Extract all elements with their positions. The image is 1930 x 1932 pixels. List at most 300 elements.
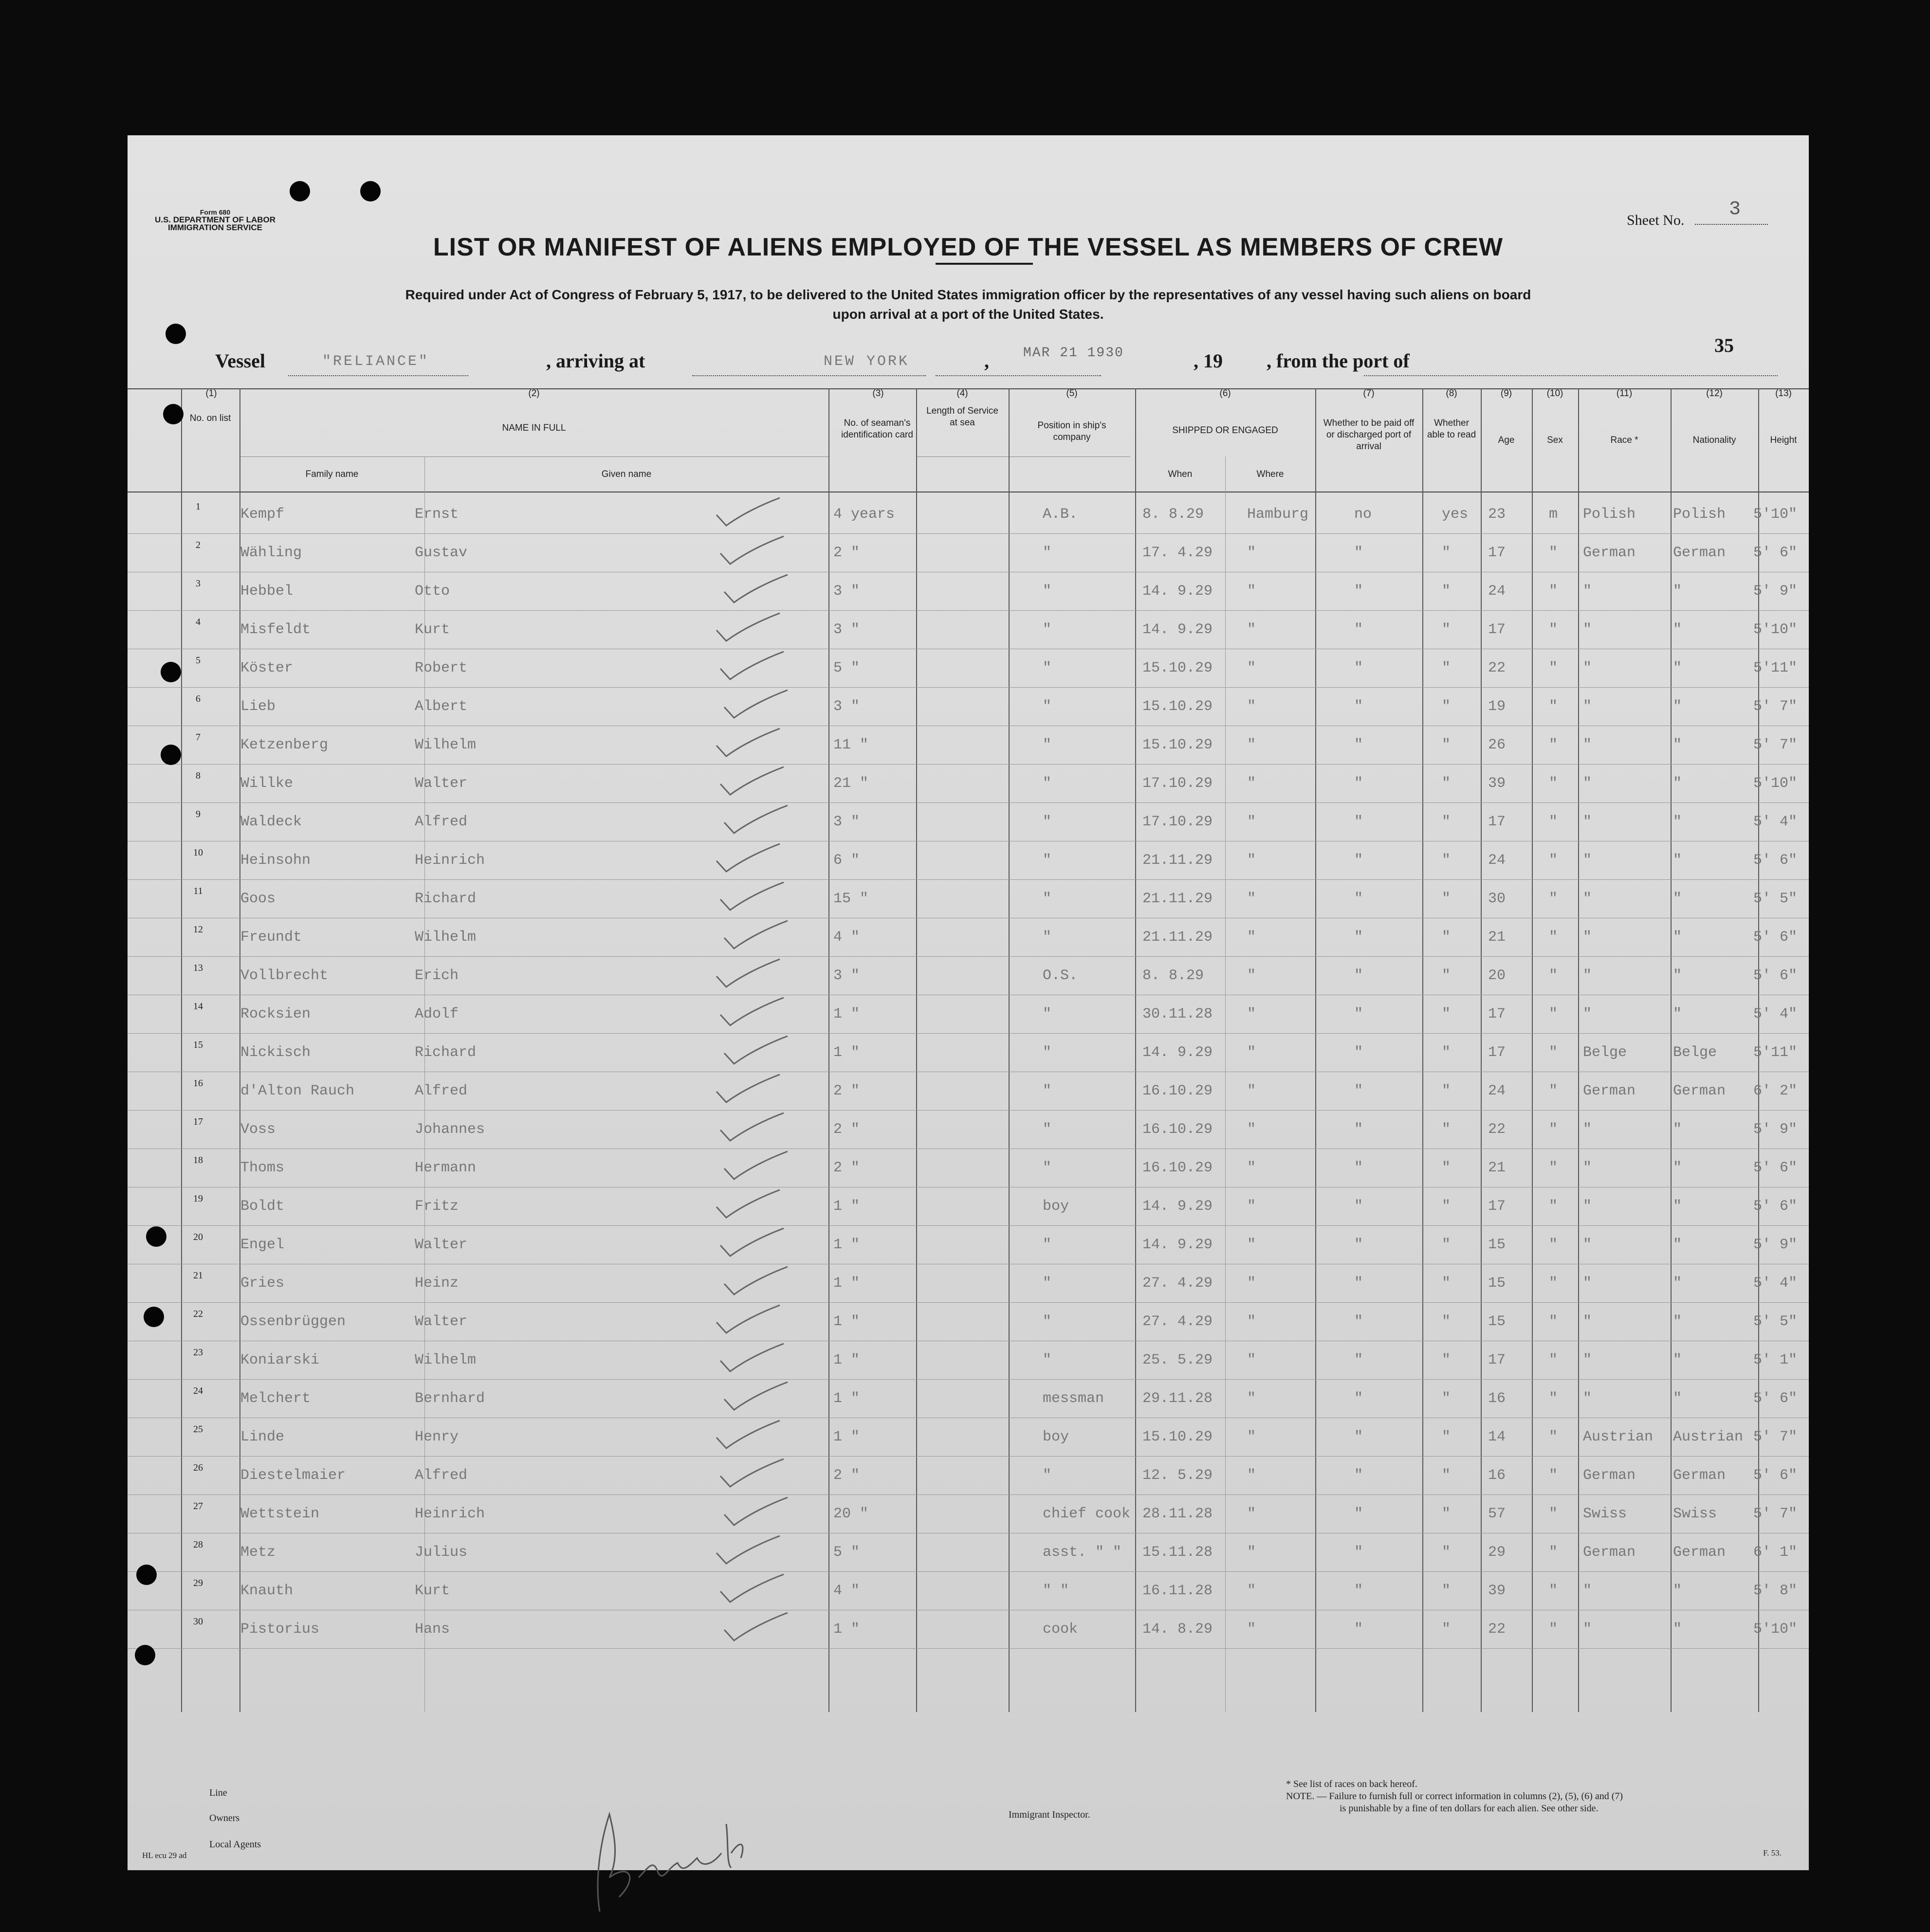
row-rule [128, 1648, 1809, 1649]
row-number: 15 [193, 1039, 203, 1050]
cell-nationality: " [1673, 1237, 1682, 1253]
cell-family: Melchert [240, 1390, 311, 1407]
cell-when: 16.10.29 [1142, 1083, 1213, 1099]
cell-service: 15 " [833, 891, 869, 907]
cell-where: " [1247, 1390, 1256, 1407]
cell-height: 5' 6" [1753, 1467, 1798, 1484]
cell-race: " [1583, 814, 1592, 830]
cell-service: 1 " [833, 1006, 860, 1022]
row-rule [128, 610, 1809, 611]
cell-nationality: " [1673, 1390, 1682, 1407]
cell-position: " " [1043, 1583, 1069, 1599]
check-mark-icon [719, 1264, 792, 1298]
cell-age: 23 [1488, 506, 1506, 523]
cell-height: 5' 4" [1753, 814, 1798, 830]
cell-race: " [1583, 1313, 1592, 1330]
cell-position: " [1043, 621, 1052, 638]
cell-service: 1 " [833, 1621, 860, 1638]
col6-header: SHIPPED OR ENGAGED [1172, 425, 1278, 436]
cell-read: " [1442, 737, 1451, 753]
cell-family: Boldt [240, 1198, 285, 1215]
check-mark-icon [719, 1034, 792, 1068]
cell-when: 17.10.29 [1142, 814, 1213, 830]
cell-age: 22 [1488, 1121, 1506, 1138]
col3-header: No. of seaman's identification card [841, 418, 913, 440]
col4-header: Length of Service at sea [926, 406, 998, 428]
cell-service: 2 " [833, 545, 860, 561]
col5-header: Position in ship's company [1037, 420, 1106, 442]
cell-where: " [1247, 891, 1256, 907]
cell-nationality: " [1673, 1006, 1682, 1022]
cell-age: 17 [1488, 1198, 1506, 1215]
punch-hole [163, 404, 184, 424]
given-name-header: Given name [601, 469, 652, 479]
row-number: 2 [196, 540, 201, 550]
cell-position: A.B. [1043, 506, 1078, 523]
cell-given: Hans [415, 1621, 450, 1638]
cell-where: " [1247, 698, 1256, 715]
cell-paid: " [1354, 1544, 1363, 1561]
cell-read: " [1442, 1313, 1451, 1330]
name-subheader-rule [239, 456, 828, 457]
cell-where: " [1247, 660, 1256, 676]
port-dotted-line [692, 375, 926, 376]
row-number: 23 [193, 1347, 203, 1358]
row-rule [128, 1033, 1809, 1034]
cell-nationality: " [1673, 1583, 1682, 1599]
cell-family: Engel [240, 1237, 285, 1253]
row-number: 16 [193, 1078, 203, 1089]
check-mark-icon [712, 1418, 785, 1452]
cell-position: " [1043, 775, 1052, 792]
cell-family: Ketzenberg [240, 737, 329, 753]
cell-when: 27. 4.29 [1142, 1313, 1213, 1330]
cell-nationality: " [1673, 775, 1682, 792]
cell-sex: " [1549, 583, 1558, 600]
vessel-name: "RELIANCE" [322, 353, 430, 370]
cell-race: " [1583, 1352, 1592, 1368]
check-mark-icon [712, 495, 785, 529]
cell-position: " [1043, 545, 1052, 561]
row-number: 30 [193, 1616, 203, 1627]
check-mark-icon [719, 572, 792, 606]
row-rule [128, 1225, 1809, 1226]
cell-nationality: " [1673, 1198, 1682, 1215]
cell-service: 3 " [833, 814, 860, 830]
cell-age: 26 [1488, 737, 1506, 753]
cell-paid: " [1354, 1352, 1363, 1368]
cell-height: 5'11" [1753, 660, 1798, 676]
cell-given: Wilhelm [415, 1352, 477, 1368]
cell-read: yes [1442, 506, 1469, 523]
date-dotted-line [936, 375, 1101, 376]
cell-read: " [1442, 1429, 1451, 1445]
cell-height: 5'10" [1753, 621, 1798, 638]
cell-race: " [1583, 967, 1592, 984]
cell-nationality: " [1673, 852, 1682, 869]
cell-sex: " [1549, 1160, 1558, 1176]
form-number: Form 680 [200, 208, 231, 216]
cell-family: d'Alton Rauch [240, 1083, 355, 1099]
cell-height: 5' 5" [1753, 1313, 1798, 1330]
cell-given: Fritz [415, 1198, 459, 1215]
cell-sex: " [1549, 621, 1558, 638]
column-rule [1135, 388, 1136, 1712]
row-number: 27 [193, 1501, 203, 1512]
cell-given: Richard [415, 891, 477, 907]
cell-position: " [1043, 583, 1052, 600]
from-port-dotted-line [1364, 375, 1778, 376]
check-mark-icon [719, 1380, 792, 1414]
cell-family: Koniarski [240, 1352, 320, 1368]
cell-race: " [1583, 1621, 1592, 1638]
shipped-when-header: When [1168, 469, 1193, 479]
col7-header: Whether to be paid off or discharged port of arrival [1323, 418, 1415, 452]
column-rule [1225, 456, 1226, 1712]
cell-height: 5'10" [1753, 775, 1798, 792]
punch-hole [146, 1226, 166, 1247]
cell-nationality: " [1673, 737, 1682, 753]
column-rule [1481, 388, 1482, 1712]
cell-paid: " [1354, 1237, 1363, 1253]
column-rule [828, 388, 829, 1712]
cell-position: " [1043, 737, 1052, 753]
row-number: 29 [193, 1578, 203, 1588]
cell-sex: " [1549, 1198, 1558, 1215]
cell-given: Johannes [415, 1121, 485, 1138]
cell-nationality: German [1673, 1467, 1726, 1484]
cell-family: Vollbrecht [240, 967, 329, 984]
cell-family: Knauth [240, 1583, 294, 1599]
cell-paid: " [1354, 891, 1363, 907]
cell-sex: " [1549, 1121, 1558, 1138]
check-mark-icon [712, 1187, 785, 1221]
cell-service: 3 " [833, 583, 860, 600]
shipped-where-header: Where [1256, 469, 1284, 479]
cell-height: 5'11" [1753, 1044, 1798, 1061]
cell-nationality: " [1673, 583, 1682, 600]
cell-height: 5' 9" [1753, 583, 1798, 600]
cell-paid: " [1354, 1044, 1363, 1061]
cell-age: 39 [1488, 775, 1506, 792]
cell-sex: " [1549, 1429, 1558, 1445]
cell-given: Heinrich [415, 852, 485, 869]
row-number: 10 [193, 847, 203, 858]
cell-height: 5' 6" [1753, 1390, 1798, 1407]
sheet-number-label: Sheet No. [1627, 212, 1685, 228]
cell-race: " [1583, 1198, 1592, 1215]
cell-nationality: " [1673, 814, 1682, 830]
cell-height: 5' 6" [1753, 967, 1798, 984]
cell-height: 5' 7" [1753, 698, 1798, 715]
cell-position: " [1043, 814, 1052, 830]
cell-position: " [1043, 1083, 1052, 1099]
column-rule [1578, 388, 1579, 1712]
printer-code: HL ecu 29 ad [142, 1851, 187, 1860]
cell-position: " [1043, 698, 1052, 715]
local-agents-label: Local Agents [209, 1839, 261, 1850]
cell-height: 6' 1" [1753, 1544, 1798, 1561]
cell-race: " [1583, 583, 1592, 600]
cell-service: 20 " [833, 1506, 869, 1522]
cell-sex: " [1549, 1313, 1558, 1330]
immigrant-inspector-label: Immigrant Inspector. [1009, 1809, 1090, 1820]
cell-read: " [1442, 660, 1451, 676]
check-mark-icon [716, 649, 789, 683]
cell-where: " [1247, 737, 1256, 753]
col10-header: Sex [1547, 435, 1563, 445]
cell-service: 11 " [833, 737, 869, 753]
cell-race: Austrian [1583, 1429, 1654, 1445]
row-rule [128, 1456, 1809, 1457]
cell-read: " [1442, 1121, 1451, 1138]
cell-nationality: " [1673, 929, 1682, 946]
form-header [142, 208, 288, 232]
cell-age: 17 [1488, 621, 1506, 638]
cell-where: " [1247, 1621, 1256, 1638]
row-rule [128, 533, 1809, 534]
cell-position: " [1043, 1352, 1052, 1368]
cell-service: 2 " [833, 1083, 860, 1099]
cell-service: 3 " [833, 621, 860, 638]
cell-family: Voss [240, 1121, 276, 1138]
row-number: 18 [193, 1155, 203, 1166]
department-name: U.S. DEPARTMENT OF LABOR [154, 215, 276, 224]
check-mark-icon [719, 803, 792, 837]
cell-family: Diestelmaier [240, 1467, 346, 1484]
cell-race: German [1583, 1083, 1636, 1099]
cell-age: 17 [1488, 1006, 1506, 1022]
cell-paid: " [1354, 660, 1363, 676]
cell-when: 27. 4.29 [1142, 1275, 1213, 1292]
punch-hole [136, 1565, 157, 1585]
form-code: F. 53. [1763, 1848, 1782, 1858]
cell-age: 21 [1488, 1160, 1506, 1176]
cell-where: " [1247, 1275, 1256, 1292]
cell-position: " [1043, 852, 1052, 869]
col6-number: (6) [1219, 388, 1231, 399]
row-number: 26 [193, 1462, 203, 1473]
title-underline [936, 263, 1033, 265]
cell-given: Walter [415, 775, 468, 792]
cell-height: 5' 7" [1753, 737, 1798, 753]
cell-nationality: " [1673, 1160, 1682, 1176]
cell-nationality: " [1673, 1352, 1682, 1368]
col9-header: Age [1498, 435, 1515, 445]
arrival-port: NEW YORK [824, 353, 910, 370]
cell-age: 22 [1488, 660, 1506, 676]
cell-when: 14. 9.29 [1142, 1237, 1213, 1253]
cell-family: Thoms [240, 1160, 285, 1176]
cell-age: 14 [1488, 1429, 1506, 1445]
comma-separator: , [984, 350, 989, 372]
cell-family: Lieb [240, 698, 276, 715]
cell-where: " [1247, 967, 1256, 984]
cell-paid: " [1354, 929, 1363, 946]
cell-service: 4 " [833, 1583, 860, 1599]
cell-paid: " [1354, 1621, 1363, 1638]
cell-where: " [1247, 1237, 1256, 1253]
cell-when: 8. 8.29 [1142, 506, 1204, 523]
cell-where: " [1247, 852, 1256, 869]
cell-age: 57 [1488, 1506, 1506, 1522]
cell-height: 5'10" [1753, 1621, 1798, 1638]
cell-where: " [1247, 814, 1256, 830]
cell-read: " [1442, 1544, 1451, 1561]
cell-when: 14. 9.29 [1142, 1198, 1213, 1215]
cell-where: " [1247, 1467, 1256, 1484]
page-number: 35 [1714, 334, 1734, 356]
cell-race: " [1583, 1390, 1592, 1407]
cell-age: 17 [1488, 1352, 1506, 1368]
punch-hole [144, 1307, 164, 1327]
cell-race: " [1583, 1121, 1592, 1138]
cell-age: 20 [1488, 967, 1506, 984]
col9-number: (9) [1500, 388, 1512, 399]
cell-given: Alfred [415, 1083, 468, 1099]
cell-paid: " [1354, 1198, 1363, 1215]
cell-given: Wilhelm [415, 929, 477, 946]
cell-race: " [1583, 929, 1592, 946]
cell-sex: " [1549, 1237, 1558, 1253]
cell-read: " [1442, 1083, 1451, 1099]
cell-sex: " [1549, 1275, 1558, 1292]
cell-read: " [1442, 1621, 1451, 1638]
cell-sex: " [1549, 660, 1558, 676]
cell-age: 24 [1488, 852, 1506, 869]
cell-race: " [1583, 1275, 1592, 1292]
row-rule [128, 802, 1809, 803]
cell-family: Rocksien [240, 1006, 311, 1022]
cell-read: " [1442, 1275, 1451, 1292]
cell-given: Henry [415, 1429, 459, 1445]
cell-paid: " [1354, 1467, 1363, 1484]
cell-family: Misfeldt [240, 621, 311, 638]
check-mark-icon [712, 726, 785, 760]
cell-race: " [1583, 1160, 1592, 1176]
cell-family: Ossenbrüggen [240, 1313, 346, 1330]
check-mark-icon [719, 1495, 792, 1529]
cell-race: " [1583, 891, 1592, 907]
cell-age: 29 [1488, 1544, 1506, 1561]
check-mark-icon [719, 1610, 792, 1644]
cell-age: 22 [1488, 1621, 1506, 1638]
cell-given: Walter [415, 1313, 468, 1330]
cell-service: 2 " [833, 1121, 860, 1138]
cell-nationality: " [1673, 891, 1682, 907]
cell-race: " [1583, 698, 1592, 715]
cell-family: Willke [240, 775, 294, 792]
cell-family: Kempf [240, 506, 285, 523]
row-number: 21 [193, 1270, 203, 1281]
row-rule [128, 956, 1809, 957]
cell-race: Belge [1583, 1044, 1627, 1061]
col8-header: Whether able to read [1427, 418, 1476, 440]
column-rule [1315, 388, 1316, 1712]
punch-hole [290, 181, 310, 201]
cell-race: " [1583, 621, 1592, 638]
vessel-dotted-line [288, 375, 468, 376]
cell-sex: " [1549, 1467, 1558, 1484]
cell-when: 15.10.29 [1142, 698, 1213, 715]
cell-when: 28.11.28 [1142, 1506, 1213, 1522]
row-number: 8 [196, 770, 201, 781]
cell-service: 1 " [833, 1352, 860, 1368]
cell-height: 5'10" [1753, 506, 1798, 523]
service-name: IMMIGRATION SERVICE [168, 223, 262, 232]
cell-position: " [1043, 660, 1052, 676]
punch-hole [165, 324, 186, 344]
cell-read: " [1442, 1006, 1451, 1022]
cell-height: 5' 6" [1753, 929, 1798, 946]
cell-read: " [1442, 852, 1451, 869]
cell-sex: " [1549, 737, 1558, 753]
cell-paid: " [1354, 698, 1363, 715]
row-rule [128, 1110, 1809, 1111]
cell-sex: m [1549, 506, 1558, 523]
cell-paid: " [1354, 1083, 1363, 1099]
cell-service: 5 " [833, 660, 860, 676]
cell-service: 1 " [833, 1237, 860, 1253]
manifest-subtitle [128, 285, 1809, 324]
col2-number: (2) [528, 388, 540, 399]
cell-race: Swiss [1583, 1506, 1627, 1522]
column-rule [1671, 388, 1672, 1712]
check-mark-icon [716, 765, 789, 799]
row-number: 24 [193, 1385, 203, 1396]
cell-age: 15 [1488, 1237, 1506, 1253]
cell-when: 21.11.29 [1142, 929, 1213, 946]
cell-where: Hamburg [1247, 506, 1309, 523]
col7-number: (7) [1363, 388, 1375, 399]
cell-paid: " [1354, 814, 1363, 830]
cell-given: Wilhelm [415, 737, 477, 753]
cell-height: 6' 2" [1753, 1083, 1798, 1099]
cell-read: " [1442, 1044, 1451, 1061]
cell-when: 15.11.28 [1142, 1544, 1213, 1561]
cell-height: 5' 9" [1753, 1237, 1798, 1253]
col13-number: (13) [1775, 388, 1792, 399]
cell-when: 17.10.29 [1142, 775, 1213, 792]
cell-race: " [1583, 775, 1592, 792]
cell-race: " [1583, 737, 1592, 753]
cell-nationality: German [1673, 545, 1726, 561]
cell-nationality: Polish [1673, 506, 1726, 523]
check-mark-icon [716, 880, 789, 914]
cell-given: Walter [415, 1237, 468, 1253]
col10-number: (10) [1546, 388, 1563, 399]
cell-race: " [1583, 1583, 1592, 1599]
cell-when: 15.10.29 [1142, 660, 1213, 676]
cell-sex: " [1549, 852, 1558, 869]
column-rule [1532, 388, 1533, 1712]
cell-position: " [1043, 1121, 1052, 1138]
cell-family: Metz [240, 1544, 276, 1561]
cell-sex: " [1549, 1506, 1558, 1522]
cell-race: German [1583, 545, 1636, 561]
row-number: 11 [193, 886, 203, 896]
cell-when: 21.11.29 [1142, 891, 1213, 907]
cell-race: German [1583, 1467, 1636, 1484]
cell-paid: " [1354, 1006, 1363, 1022]
cell-where: " [1247, 1429, 1256, 1445]
cell-nationality: " [1673, 660, 1682, 676]
cell-height: 5' 4" [1753, 1275, 1798, 1292]
cell-sex: " [1549, 814, 1558, 830]
check-mark-icon [716, 1226, 789, 1260]
cell-nationality: " [1673, 967, 1682, 984]
check-mark-icon [712, 1072, 785, 1106]
